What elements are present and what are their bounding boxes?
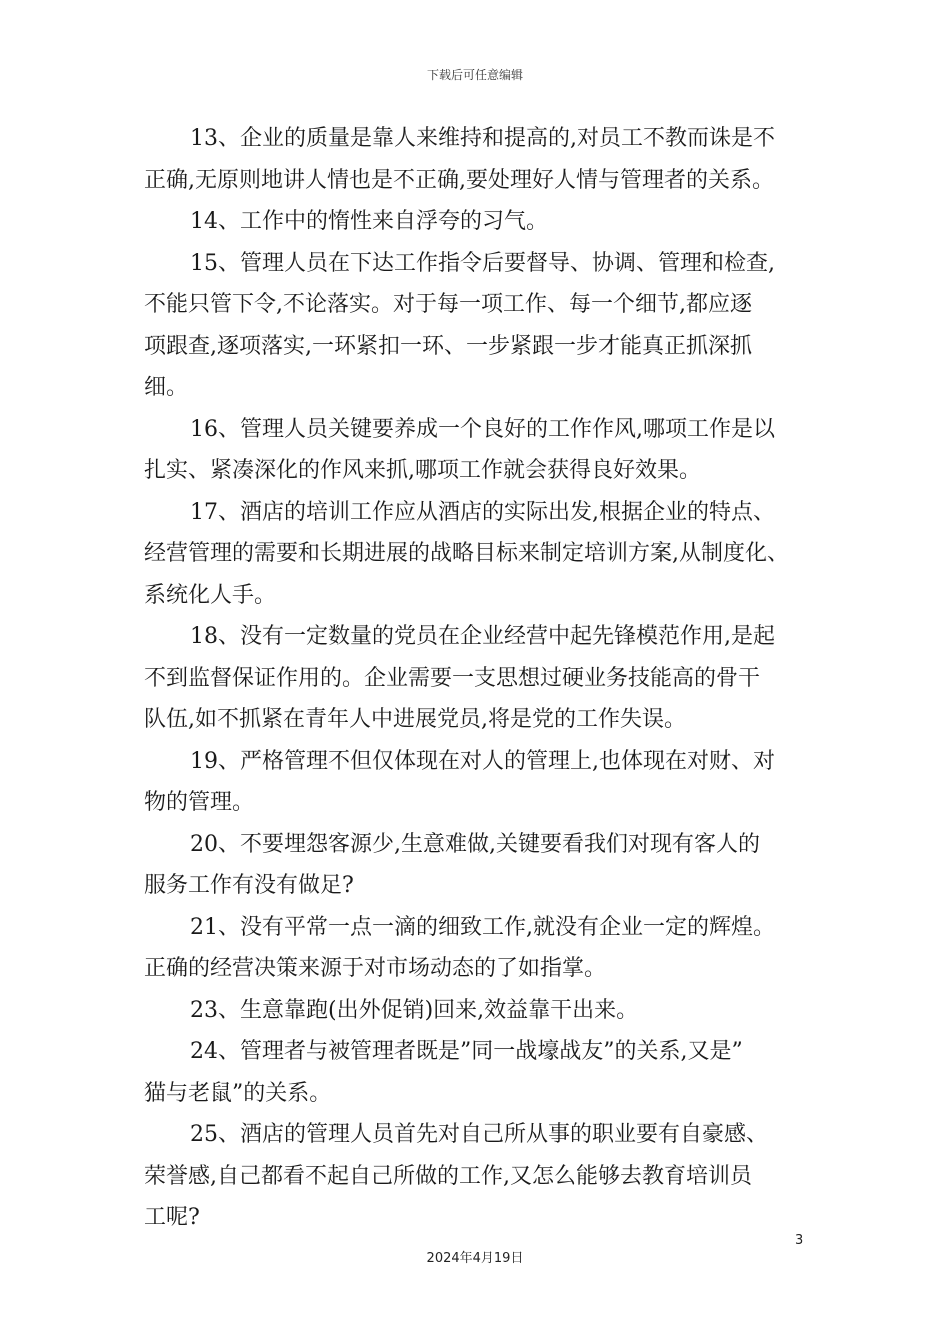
paragraph-line: 19、严格管理不但仅体现在对人的管理上,也体现在对财、对 — [190, 748, 775, 774]
paragraph — [144, 1114, 810, 1239]
paragraph-line: 24、管理者与被管理者既是”同一战壕战友”的关系,又是” — [190, 1039, 743, 1064]
paragraph-line: 服务工作有没有做足? — [144, 873, 354, 898]
paragraph-line: 25、酒店的管理人员首先对自己所从事的职业要有自豪感、 — [190, 1122, 768, 1147]
page-header: 下载后可任意编辑 — [426, 68, 523, 82]
paragraph — [144, 990, 810, 1032]
paragraph-line: 不能只管下令,不论落实。对于每一项工作、每一个细节,都应逐 — [144, 292, 752, 317]
paragraph-line: 16、管理人员关键要养成一个良好的工作作风,哪项工作是以 — [190, 416, 775, 442]
paragraph-line: 正确的经营决策来源于对市场动态的了如指掌。 — [144, 956, 607, 981]
paragraph-line: 扎实、紧凑深化的作风来抓,哪项工作就会获得良好效果。 — [144, 458, 701, 483]
page-footer-date: 2024年4月19日 — [426, 1251, 524, 1266]
paragraph-line: 经营管理的需要和长期进展的战略目标来制定培训方案,从制度化、 — [144, 541, 789, 566]
paragraph-line: 15、管理人员在下达工作指令后要督导、协调、管理和检查, — [190, 250, 775, 276]
paragraph — [144, 409, 810, 492]
paragraph — [144, 1031, 810, 1114]
paragraph — [144, 201, 810, 243]
paragraph — [144, 492, 810, 617]
paragraph-line: 项跟查,逐项落实,一环紧扣一环、一步紧跟一步才能真正抓深抓 — [144, 333, 752, 359]
paragraph-line: 23、生意靠跑(出外促销)回来,效益靠干出来。 — [190, 997, 639, 1023]
paragraph-line: 物的管理。 — [144, 790, 255, 815]
paragraph — [144, 118, 810, 201]
document-body — [144, 118, 810, 1239]
paragraph — [144, 741, 810, 824]
paragraph — [144, 616, 810, 741]
paragraph-line: 正确,无原则地讲人情也是不正确,要处理好人情与管理者的关系。 — [144, 167, 774, 193]
paragraph-line: 18、没有一定数量的党员在企业经营中起先锋模范作用,是起 — [190, 624, 775, 649]
paragraph-line: 荣誉感,自己都看不起自己所做的工作,又怎么能够去教育培训员 — [144, 1163, 752, 1189]
paragraph-line: 21、没有平常一点一滴的细致工作,就没有企业一定的辉煌。 — [190, 914, 775, 940]
paragraph-line: 不到监督保证作用的。企业需要一支思想过硬业务技能高的骨干 — [144, 665, 761, 691]
paragraph — [144, 824, 810, 907]
paragraph-line: 14、工作中的惰性来自浮夸的习气。 — [190, 209, 548, 234]
paragraph-line: 队伍,如不抓紧在青年人中进展党员,将是党的工作失误。 — [144, 707, 686, 732]
paragraph-line: 系统化人手。 — [144, 582, 277, 608]
paragraph-line: 细。 — [144, 375, 189, 400]
paragraph — [144, 243, 810, 409]
paragraph-line: 17、酒店的培训工作应从酒店的实际出发,根据企业的特点、 — [190, 499, 775, 525]
paragraph-line: 工呢? — [144, 1205, 200, 1230]
paragraph-line: 猫与老鼠”的关系。 — [144, 1080, 332, 1106]
paragraph — [144, 907, 810, 990]
paragraph-line: 20、不要埋怨客源少,生意难做,关键要看我们对现有客人的 — [190, 831, 760, 857]
page-number: 3 — [795, 1233, 804, 1248]
paragraph-line: 13、企业的质量是靠人来维持和提高的,对员工不教而诛是不 — [190, 126, 775, 151]
